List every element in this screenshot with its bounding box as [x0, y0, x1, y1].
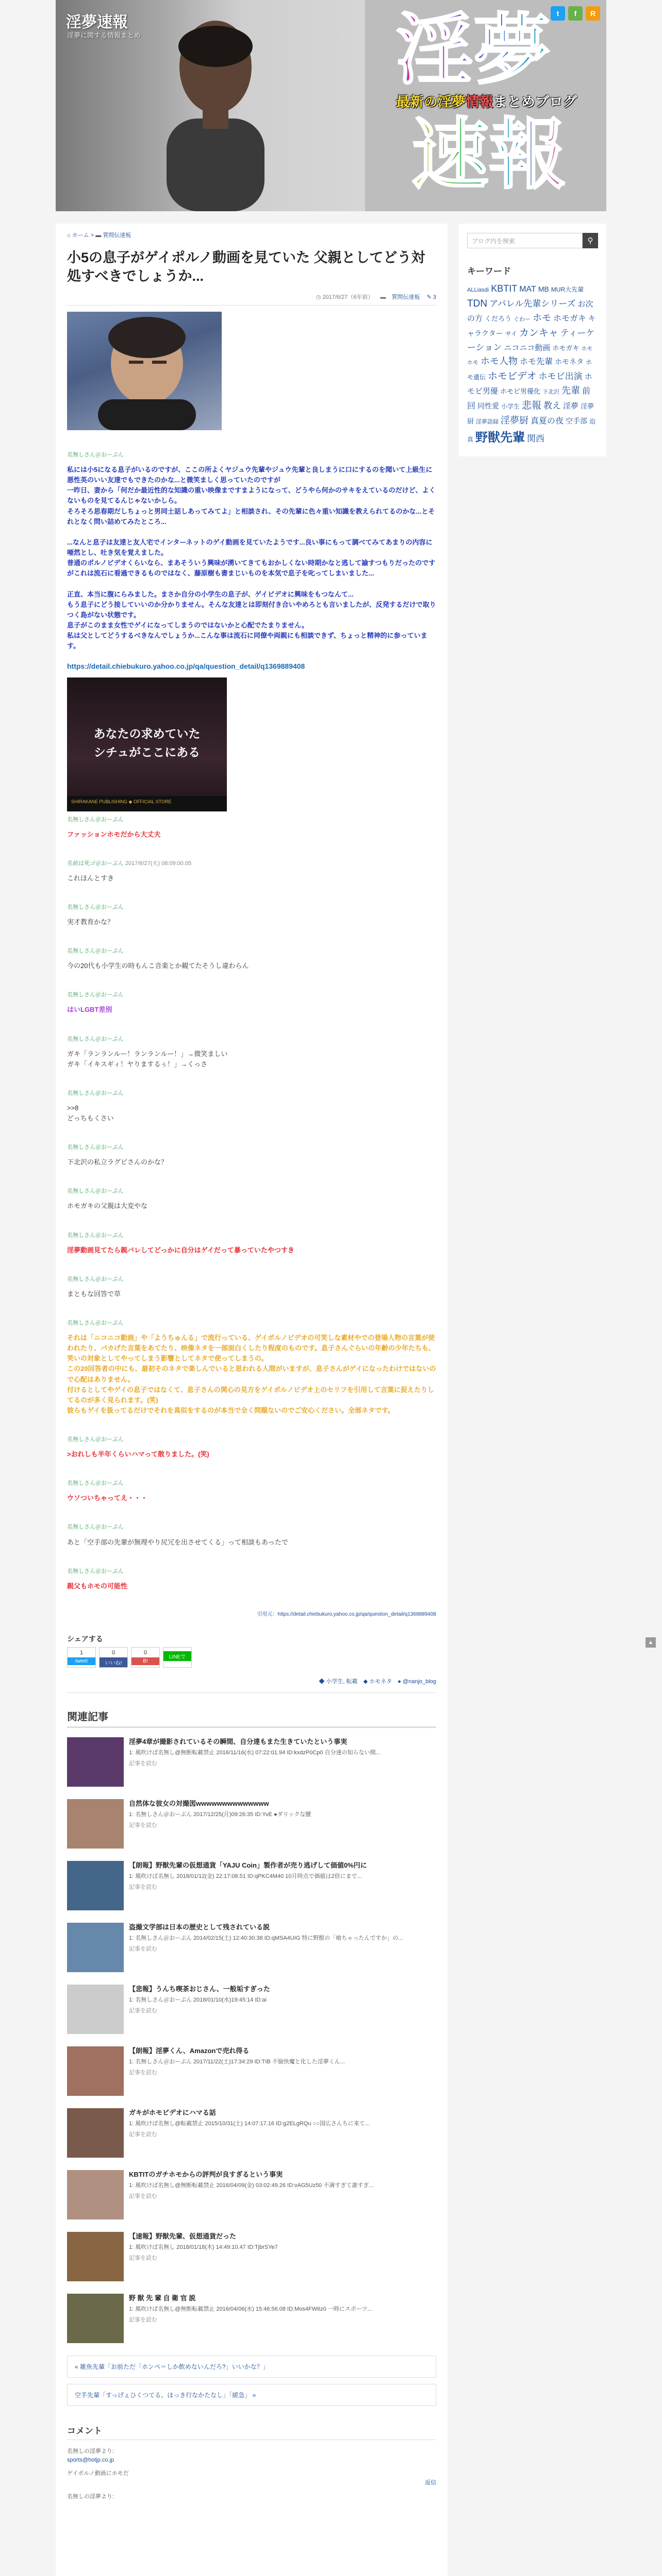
related-text: [129, 1737, 380, 1787]
response-body: これほんとすき: [67, 874, 114, 882]
tag-cloud-item[interactable]: ホモビ出演: [538, 371, 583, 381]
hatena-button[interactable]: [131, 1647, 160, 1668]
response-item: [67, 947, 436, 971]
related-text: [129, 2170, 374, 2219]
main-content: [56, 224, 448, 2576]
logo-sub-part1: 最新の淫夢: [396, 94, 466, 110]
response-item: [67, 1143, 436, 1167]
sns-buttons: [551, 6, 600, 21]
next-post-title: 空手先輩「すっげぇひくつてる、ほっき行なかたなし」「緩急」: [75, 2391, 251, 2399]
comment-icon: ✎: [426, 294, 432, 300]
response-name: 名無しさん＠おーぷん: [67, 1232, 124, 1239]
related-title[interactable]: ガキがホモビデオにハマる話: [129, 2108, 216, 2116]
tag-cloud-item[interactable]: ホモガキ: [553, 314, 587, 324]
site-title[interactable]: 淫夢速報: [66, 14, 128, 31]
response-name: 名無しさん＠おーぷん: [67, 904, 124, 910]
related-thumbnail[interactable]: [67, 1923, 124, 1972]
banner-line2: シチュがここにある: [93, 745, 201, 759]
response-date: 2017/6/27(火) 08:09:00.05: [125, 860, 192, 867]
line-label: LINEで: [163, 1651, 191, 1661]
related-list: [67, 1737, 436, 2343]
tag-cloud-item[interactable]: ホモビ男優化: [500, 387, 541, 396]
tag-cloud-item[interactable]: 関西: [527, 433, 545, 444]
tag-cloud-item[interactable]: ホモ遺伝: [467, 359, 592, 381]
response-name: 名前は死ゴ＠おーぷん: [67, 860, 124, 867]
response-item: [67, 859, 436, 884]
chevron-right-icon: »: [251, 2391, 256, 2399]
related-item[interactable]: [67, 1737, 436, 1787]
banner-line1: あなたの求めていた: [93, 726, 201, 741]
related-excerpt: 1: 風吹けば名無し 2018/01/18(木) 14:49:10.47 ID:TjbrSYe7: [129, 2244, 278, 2251]
response-body: 淫夢動画見てたら親バレしてどっかに自分はゲイだって暴っていたやつすき: [67, 1246, 294, 1254]
source-link-wrapper: [67, 662, 436, 670]
user-comment-name: 名無しの淫夢より:: [67, 2448, 114, 2454]
author-link[interactable]: @nanjo_blog: [403, 1678, 436, 1685]
related-more[interactable]: 記事を読む: [129, 2316, 157, 2323]
response-name: 名無しさん＠おーぷん: [67, 1188, 124, 1195]
tag-cloud-item[interactable]: ホモ人物: [481, 356, 518, 366]
response-name: 名無しさん＠おーぷん: [67, 1036, 124, 1042]
response-header: [67, 816, 436, 824]
related-title[interactable]: 盗撮文学部は日本の歴史として残されている説: [129, 1923, 270, 1931]
source-caption: [67, 1611, 436, 1618]
folder-icon: ▬: [95, 232, 102, 239]
tag-cloud-item[interactable]: KBTIT: [491, 283, 518, 294]
related-text: [129, 1861, 367, 1910]
prev-post-link[interactable]: [67, 2355, 436, 2378]
response-name: 名無しさん＠おーぷん: [67, 1276, 124, 1282]
response-name: 名無しさん＠おーぷん: [67, 948, 124, 955]
tag-cloud-item[interactable]: 淫夢厨: [501, 415, 529, 426]
response-header: [67, 1319, 436, 1328]
share-heading: シェアする: [67, 1634, 103, 1643]
tag-icon: ◆: [319, 1678, 325, 1685]
tag-cloud-item[interactable]: 悲報: [522, 400, 542, 412]
response-item: [67, 991, 436, 1015]
keywords-title: キーワード: [467, 266, 511, 276]
response-header: [67, 991, 436, 999]
comment-heading: コメント: [67, 2424, 436, 2440]
related-thumbnail[interactable]: [67, 2232, 124, 2281]
related-more[interactable]: 記事を読む: [129, 2255, 157, 2261]
response-body: ファッションホモだから大丈夫: [67, 830, 161, 838]
post-date: 2017/6/27（6年前）: [322, 294, 374, 300]
related-item[interactable]: [67, 2294, 436, 2343]
response-item: [67, 1567, 436, 1591]
response-header: [67, 1187, 436, 1196]
response-header: [67, 1523, 436, 1532]
related-text: [129, 2108, 370, 2158]
related-item[interactable]: [67, 1799, 436, 1849]
response-header: [67, 1143, 436, 1152]
related-more[interactable]: 記事を読む: [129, 2193, 157, 2199]
related-text: [129, 2046, 345, 2096]
response-body: 私には小5になる息子がいるのですが、ここの所よくヤジュウ先輩やジュウ先輩と良しまうに口にするのを聞いて上級生に悪性英のいい友達でもできたのかな...と微笑ましく思っていたのですが 一昨日、妻から「何だか最近性的な知識の重い映像まですまようになって、どうやら何かのサキをえているのだけど、よくないものを見てるんじゃないかしら。 そろそろ思春期だしちょっと男同士話しあってみてよ」と相談され、その先輩に色々重い知識を教えられてるのかな...とそれとなく問い詰めてみたところ... ...なんと息子は友達と友人宅でインターネットのゲイ動画を見ていたようです...良い事にもって調べてみてあまりの内容に唖然とし、吐き気を覚えました。 普通のポルノビデオくらいなら、まあそういう興味が湧いてきてもおかしくない時期かなと逃して諭すつもりだったのですがこれは流石に看過できるものではなく、藤原樹も書まじいものを本気で息子を叱ってしまいました... 正直、本当に腹にらみました。まさか自分の小学生の息子が、ゲイビデオに興味をもつなんて... もう息子にどう接していいのか分かりません。そんな友達とは即刻付き合いやめろとも言いましたが、反発するだけで取りつく島がない状態です。 息子がこのまま女性でゲイになってしまうのではないかと心配でたまりません。 私は父としてどうするべきなんでしょうか...こんな事は流石に同僚や両親にも相談できず、ちょっと精神的に参っています。: [67, 466, 436, 650]
response-name: 名無しさん＠おーぷん: [67, 452, 124, 458]
response-header: [67, 947, 436, 956]
related-item[interactable]: [67, 2046, 436, 2096]
next-post-link[interactable]: [67, 2384, 436, 2406]
tag-link[interactable]: 小学生: [326, 1678, 343, 1685]
tag-cloud-item[interactable]: TDN: [467, 298, 488, 309]
logo-sub-part3: まとめブログ: [493, 94, 577, 110]
related-title[interactable]: 淫夢4章が撮影されているその瞬間、自分達もまた生きていたという事実: [129, 1737, 347, 1745]
breadcrumb: [67, 231, 436, 239]
logo-text-top: 淫夢: [396, 5, 551, 95]
tag-cloud-item[interactable]: ホモ先輩: [520, 358, 553, 366]
related-excerpt: 1: 風吹けば名無し@無断転載禁止 2016/11/16(水) 07:22:01.94 ID:kxdzP0Cp0 自分達の知らない間...: [129, 1750, 380, 1756]
response-body: ホモガキの父親は大変やな: [67, 1202, 148, 1210]
response-body: >おれしも半年くらいハマって散りました。(笑): [67, 1450, 209, 1459]
response-item: [67, 1035, 436, 1070]
logo-text-bottom: 速報: [411, 109, 567, 200]
person-silhouette-image: [154, 10, 277, 211]
response-item: [67, 903, 436, 927]
response-name: 名無しさん＠おーぷん: [67, 1144, 124, 1151]
related-excerpt: 1: 風吹けば名無し 2018/01/12(金) 22:17:08.51 ID:qPKC4M40 10月時点で価値は2倍にまで...: [129, 1873, 362, 1880]
related-item[interactable]: [67, 1985, 436, 2034]
related-text: [129, 1799, 311, 1849]
post-comment-count[interactable]: 3: [433, 294, 436, 300]
tag-cloud-item[interactable]: ホモネタ: [555, 358, 584, 366]
sidebar: [459, 224, 606, 2284]
prev-post-title: 雑魚先輩「お前ただ「ホンペ＝しか飲めないんだろ?」いいかな？」: [80, 2363, 269, 2370]
related-thumbnail[interactable]: [67, 2294, 124, 2343]
tag-cloud-item[interactable]: 空手部: [566, 416, 588, 425]
response-item: [67, 1435, 436, 1460]
user-comment: [67, 2447, 436, 2487]
tag-cloud-item[interactable]: ALLiasdi: [467, 287, 489, 293]
response-item: [67, 1231, 436, 1256]
tag-cloud-item[interactable]: 教え: [543, 401, 561, 411]
related-excerpt: 1: 名無しさん＠おーぷん 2014/02/15(土) 12:40:30.38 ID:qMSA4UIG 特に野獣の「喰ちゃったんですか」の...: [129, 1935, 403, 1942]
tweet-button[interactable]: [67, 1647, 96, 1668]
tag-cloud-item[interactable]: 先輩: [561, 385, 581, 396]
related-text: [129, 1985, 270, 2034]
user-comment-link[interactable]: sports@hotjp.co.jp: [67, 2457, 114, 2464]
response-item: [67, 1089, 436, 1124]
logo-sub-part2: 情報: [466, 94, 493, 110]
response-item: [67, 1275, 436, 1299]
breadcrumb-home[interactable]: ホーム: [72, 232, 89, 239]
related-item[interactable]: [67, 2108, 436, 2158]
related-text: [129, 2232, 278, 2281]
tag-cloud-item[interactable]: ホモビ男優: [467, 372, 592, 396]
response-body: 親父もホモの可能性: [67, 1582, 128, 1590]
response-item: [67, 451, 436, 652]
response-name: 名無しさん＠おーぷん: [67, 1524, 124, 1531]
clock-icon: ◷: [316, 294, 321, 300]
related-title[interactable]: 自然体な彼女の対撮図wwwwwwwwwwwwww: [129, 1799, 269, 1807]
tag-cloud-item[interactable]: ホモホモ: [467, 345, 593, 366]
reply-link[interactable]: 返信: [425, 2479, 436, 2486]
response-item: [67, 1187, 436, 1211]
related-excerpt: 1: 風吹けば名無し@無断転載禁止 2016/04/09(金) 03:02:49.26 ID:vAG5Uz50 不満すぎて誰すぎ...: [129, 2182, 374, 2189]
related-thumbnail[interactable]: [67, 2046, 124, 2096]
response-body: ガキ「ランランルー！ランランルー！」→微笑ましい ガキ「イキスギィ！ヤりまするぅ！」→くっさ: [67, 1049, 228, 1068]
response-header: [67, 1089, 436, 1098]
related-more[interactable]: 記事を読む: [129, 1945, 157, 1952]
sidebar-box: [459, 224, 606, 456]
related-more[interactable]: 記事を読む: [129, 2007, 157, 2014]
related-thumbnail[interactable]: [67, 1985, 124, 2034]
site-header: [56, 0, 606, 211]
post-meta: [67, 293, 436, 306]
related-text: [129, 1923, 403, 1972]
user-comment: [67, 2493, 436, 2502]
logo-subtitle: [396, 91, 577, 111]
tag-cloud-item[interactable]: 同性愛: [477, 402, 500, 411]
response-name: 名無しさん＠おーぷん: [67, 1436, 124, 1443]
post-tags: ◆ 小学生, 転載 ◆ ホモネタ ● @nanjo_blog: [67, 1677, 436, 1693]
related-thumbnail[interactable]: [67, 1799, 124, 1849]
related-title[interactable]: 野 獣 先 輩 自 衛 官 説: [129, 2294, 196, 2302]
search-icon[interactable]: ⚲: [583, 233, 598, 248]
response-name: 名無しさん＠おーぷん: [67, 816, 124, 823]
user-icon: ●: [398, 1678, 401, 1685]
feedly-icon[interactable]: f: [568, 6, 583, 21]
tag-cloud-item[interactable]: ホモ: [533, 313, 552, 324]
response-header: [67, 1435, 436, 1444]
response-body: はいLGBT差別: [67, 1006, 112, 1014]
twitter-icon[interactable]: t: [551, 6, 565, 21]
tag-cloud-item[interactable]: 小学生: [501, 403, 520, 411]
response-header: [67, 859, 436, 868]
user-comment-name: 名無しの淫夢より:: [67, 2494, 114, 2500]
tag-cloud-item[interactable]: カンキャ: [519, 328, 558, 339]
tag-cloud-item[interactable]: ホモガキ: [552, 344, 580, 352]
source-link[interactable]: https://detail.chiebukuro.yahoo.co.jp/qa/question_detail/q1369889408: [67, 662, 305, 670]
source-caption-link[interactable]: 引用元：https://detail.chiebukuro.yahoo.co.jp/qa/question_detail/q1369889408: [257, 1611, 436, 1617]
hatena-label: B!: [131, 1657, 159, 1665]
related-thumbnail[interactable]: [67, 2170, 124, 2219]
response-name: 名無しさん＠おーぷん: [67, 1480, 124, 1487]
tag-link[interactable]: 転載: [346, 1678, 358, 1685]
response-header: [67, 1567, 436, 1576]
response-body: それは「ニコニコ動画」や「ようちゅんる」で流行っている、ゲイポルノビデオの可笑しな素材やでの登場人物の言葉が使われたり、バカげた言葉をあてたり、映像ネタを一部面白くしたり程度のものです。息子さんぐらいの年齢の少年たちも、笑いの対象としてやってしまう影響としてネタで使ってしまうの。 この20回答者の中にも、最初そのネタで楽しんでいると思われる人間がいますが、息子さんがゲイになったわけではないので心配はありません。 付けるとしてやゲイの息子ではなくて、息子さんの関心の見方をゲイポルノビデオ上のセリフを引用して言葉に捉えたりしてるのが多く見られます。(笑) 彼らもゲイを扱ってるだけでそれを真似をするのが本当で全く問題ないのでご安心ください。全部ネタです。: [67, 1333, 436, 1414]
banner-footer: SHIRAKANE PUBLISHING ◆ OFFICIAL STORE: [67, 796, 227, 811]
response-header: [67, 1231, 436, 1240]
tag-cloud-item[interactable]: お次の方: [467, 299, 593, 324]
ad-banner[interactable]: [67, 677, 227, 811]
related-title[interactable]: 【朗報】野獣先輩の仮想通貨「YAJU Coin」製作者が売り逃げして価値0%円に: [129, 1861, 367, 1869]
related-excerpt: 1: 風吹けば名無し@無断転載禁止 2016/04/06(水) 15:46:56.08 ID:Mos4FW6z0 一時にスポーツ...: [129, 2306, 372, 2313]
post-title: 小5の息子がゲイポルノ動画を見ていた 父親としてどう対処すべきでしょうか...: [67, 250, 425, 284]
tag-cloud-item[interactable]: ぐわー: [514, 316, 531, 323]
response-body: >>8 どっちもくさい: [67, 1104, 114, 1123]
related-item[interactable]: [67, 1923, 436, 1972]
tag-cloud-item[interactable]: ホモビデオ: [488, 370, 537, 382]
tag-cloud-item[interactable]: ティーケーション: [467, 328, 595, 352]
response-body: ウソついちゃってえ・・・: [67, 1494, 148, 1502]
tag-cloud-item[interactable]: ニコニコ動画: [504, 343, 551, 352]
search-input[interactable]: ブログ内を検索: [467, 233, 583, 248]
tag-cloud-item[interactable]: アパレル先輩シリーズ: [489, 298, 576, 309]
response-header: [67, 451, 436, 460]
response-header: [67, 1275, 436, 1284]
post-category[interactable]: 質問伝達板: [391, 294, 420, 300]
tag-icon: ◆: [363, 1678, 368, 1685]
tag-cloud-item[interactable]: 前回: [467, 387, 591, 411]
tweet-label: tweet: [68, 1657, 95, 1665]
response-item: [67, 1319, 436, 1416]
response-body: まともな回答で草: [67, 1290, 121, 1298]
related-item[interactable]: [67, 2232, 436, 2281]
related-excerpt: 1: 名無しさん＠おーぷん 2017/12/25(月)09:26:35 ID:YvE ●ダリックな腰: [129, 1811, 311, 1818]
response-header: [67, 1035, 436, 1044]
tag-link[interactable]: ホモネタ: [369, 1678, 392, 1685]
line-button[interactable]: [163, 1647, 192, 1668]
related-thumbnail[interactable]: [67, 1861, 124, 1910]
tag-cloud-item[interactable]: 下北沢: [542, 389, 560, 396]
eyecatch-image: [67, 312, 222, 430]
response-body: 今の20代も小学生の時もんこ音楽とか観てたそうし違わらん: [67, 962, 249, 970]
related-more[interactable]: 記事を読む: [129, 2069, 157, 2076]
tag-cloud-item[interactable]: MUR大先輩: [551, 286, 584, 293]
related-title[interactable]: 【悲報】うんち喫茶おじさん、一般垢すぎった: [129, 1985, 270, 1993]
response-header: [67, 1479, 436, 1488]
tag-cloud-item[interactable]: キャラクター: [467, 314, 596, 338]
chevron-left-icon: «: [75, 2363, 80, 2370]
related-title[interactable]: KBTITのガチホモからの評判が良すぎるという事実: [129, 2170, 283, 2178]
site-description: 淫夢に関する情報まとめ: [67, 31, 141, 39]
tag-cloud-item[interactable]: 淫夢: [563, 402, 579, 411]
chevron-right-icon: >: [90, 232, 96, 239]
response-name: 名無しさん＠おーぷん: [67, 1090, 124, 1096]
response-body: 実才教育かな？: [67, 918, 114, 926]
folder-icon: ▬: [380, 294, 386, 300]
like-count: 0: [111, 1649, 115, 1656]
related-more[interactable]: 記事を読む: [129, 1884, 157, 1890]
related-heading: 関連記事: [67, 1708, 436, 1728]
related-title[interactable]: 【朗報】淫夢くん、Amazonで売れ得る: [129, 2046, 250, 2055]
tag-cloud-item[interactable]: MB: [538, 285, 549, 293]
related-thumbnail[interactable]: [67, 2108, 124, 2158]
related-more[interactable]: 記事を読む: [129, 1822, 157, 1828]
tag-cloud-item[interactable]: 迫真: [467, 417, 596, 443]
response-body: 下北沢の私立ラグビさんのかな？: [67, 1158, 168, 1166]
like-label: いいね!: [100, 1657, 127, 1667]
user-comment-text: ゲイポルノ動画にホモだ: [67, 2470, 129, 2477]
tag-cloud-item[interactable]: MAT: [519, 285, 536, 294]
like-button[interactable]: [99, 1647, 128, 1668]
response-item: [67, 816, 436, 840]
tag-cloud-item[interactable]: 真夏の夜: [531, 416, 564, 426]
related-text: [129, 2294, 372, 2343]
response-header: [67, 903, 436, 912]
share-buttons: [67, 1647, 436, 1668]
response-item: [67, 1523, 436, 1547]
tag-cloud-item[interactable]: くだろう: [485, 315, 512, 323]
related-more[interactable]: 記事を読む: [129, 1760, 157, 1767]
tag-cloud-item[interactable]: 野獣先輩: [475, 430, 525, 445]
sidebar-search: [467, 233, 598, 248]
related-excerpt: 1: 名無しさん＠おーぷん 2018/01/10(水)19:45:14 ID:ai: [129, 1997, 267, 2004]
response-list: [67, 816, 436, 1591]
tag-cloud-item[interactable]: サイ: [505, 330, 517, 338]
response-name: 名無しさん＠おーぷん: [67, 992, 124, 998]
tag-cloud: [467, 282, 598, 447]
banner-text: [67, 725, 227, 762]
response-name: 名無しさん＠おーぷん: [67, 1319, 124, 1326]
related-item[interactable]: [67, 1861, 436, 1910]
related-thumbnail[interactable]: [67, 1737, 124, 1787]
related-item[interactable]: [67, 2170, 436, 2219]
response-item: [67, 1479, 436, 1503]
tweet-count: 1: [79, 1649, 84, 1656]
tag-cloud-item[interactable]: 淫夢厨: [467, 402, 594, 425]
response-name: 名無しさん＠おーぷん: [67, 1568, 124, 1574]
hatena-count: 0: [143, 1649, 147, 1656]
related-excerpt: 1: 名無しさん＠おーぷん 2017/11/22(土)17:34:29 ID:TIB 不愉快魔と化した淫夢くん...: [129, 2059, 345, 2065]
related-title[interactable]: 【速報】野獣先輩、仮想通貨だった: [129, 2232, 237, 2240]
rss-icon[interactable]: R: [586, 6, 600, 21]
related-excerpt: 1: 風吹けば名無し@転載禁止 2015/10/31(土) 14:07:17.16 ID:g2ELgRQu ○○国広さんちに来て...: [129, 2121, 370, 2127]
breadcrumb-category[interactable]: 質問伝達板: [103, 232, 131, 239]
related-more[interactable]: 記事を読む: [129, 2131, 157, 2138]
home-icon: ⌂: [67, 232, 71, 239]
tag-cloud-item[interactable]: 淫夢語録: [476, 418, 499, 425]
response-body: あと「空手部の先輩が無理やり尻冗を出させてくる」って相談もあったで: [67, 1538, 288, 1546]
page-top-button[interactable]: ▲: [646, 1637, 656, 1648]
